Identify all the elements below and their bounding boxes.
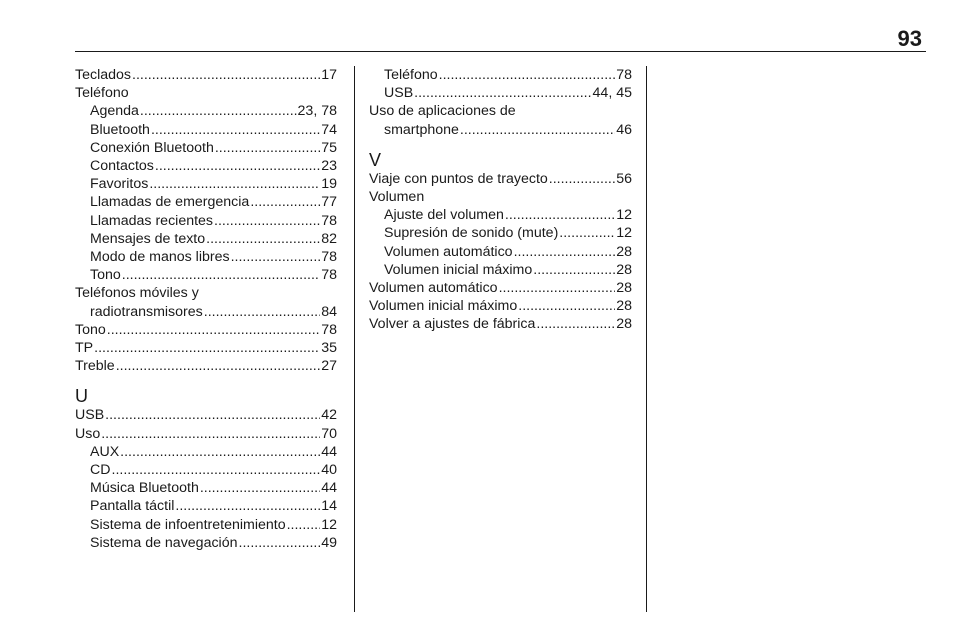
index-subentry (75, 175, 337, 193)
index-subentry (75, 497, 337, 515)
dot-leader (94, 339, 320, 357)
index-subentry (369, 206, 632, 224)
index-subentry (75, 534, 337, 552)
index-term: Volver a ajustes de fábrica (369, 316, 536, 333)
index-entry (75, 339, 337, 357)
index-pages: 12 (616, 207, 632, 224)
dot-leader (175, 497, 320, 515)
index-term: smartphone (384, 121, 459, 138)
index-pages: 46 (616, 121, 632, 138)
index-pages: 35 (321, 340, 337, 357)
index-pages: 82 (321, 230, 337, 247)
index-pages: 78 (321, 267, 337, 284)
dot-leader (101, 425, 320, 443)
index-term: USB (75, 407, 105, 424)
index-entry (75, 406, 337, 424)
dot-leader (120, 443, 320, 461)
index-term: Tono (90, 267, 121, 284)
index-pages: 23, 78 (297, 103, 337, 120)
index-pages: 27 (321, 358, 337, 375)
index-subentry (75, 303, 337, 321)
index-subentry (369, 243, 632, 261)
index-pages: 44 (321, 443, 337, 460)
index-heading: Teléfono (75, 85, 129, 102)
dot-leader (505, 206, 615, 224)
index-term: Ajuste del volumen (384, 207, 504, 224)
index-pages: 28 (616, 280, 632, 297)
index-heading: Teléfonos móviles y (75, 285, 199, 302)
dot-leader (149, 175, 320, 193)
index-pages: 12 (321, 516, 337, 533)
index-pages: 78 (321, 249, 337, 266)
index-term: Favoritos (90, 176, 149, 193)
index-term: Viaje con puntos de trayecto (369, 170, 548, 187)
index-entry (369, 315, 632, 333)
index-subentry (75, 443, 337, 461)
index-pages: 78 (616, 67, 632, 83)
index-pages: 75 (321, 139, 337, 156)
column-divider-right (646, 66, 647, 612)
index-term: Teclados (75, 67, 131, 83)
index-pages: 14 (321, 498, 337, 515)
index-pages: 28 (616, 261, 632, 278)
index-term: Agenda (90, 103, 139, 120)
index-entry (75, 66, 337, 84)
dot-leader (151, 121, 320, 139)
index-heading: Uso de aplicaciones de (369, 103, 516, 120)
index-subentry (75, 230, 337, 248)
index-pages: 19 (321, 176, 337, 193)
dot-leader (250, 193, 320, 211)
dot-leader (414, 84, 591, 102)
index-subentry (75, 479, 337, 497)
section-letter-v: V (369, 149, 382, 170)
index-subentry (75, 212, 337, 230)
dot-leader (200, 479, 320, 497)
index-pages: 74 (321, 121, 337, 138)
dot-leader (559, 224, 615, 242)
index-term: Teléfono (384, 67, 438, 83)
index-term: TP (75, 340, 94, 357)
dot-leader (116, 357, 321, 375)
column-divider-left (354, 66, 355, 612)
index-term: Bluetooth (90, 121, 150, 138)
index-term: Pantalla táctil (90, 498, 175, 515)
index-pages: 42 (321, 407, 337, 424)
index-pages: 77 (321, 194, 337, 211)
dot-leader (239, 534, 321, 552)
index-term: Volumen automático (384, 243, 513, 260)
dot-leader (107, 321, 320, 339)
dot-leader (460, 121, 615, 139)
index-pages: 78 (321, 212, 337, 229)
index-entry (75, 425, 337, 443)
index-pages: 49 (321, 534, 337, 551)
index-subentry (75, 461, 337, 479)
index-subentry (75, 193, 337, 211)
index-column-2 (369, 66, 632, 334)
index-pages: 44, 45 (592, 85, 632, 102)
index-entry (369, 279, 632, 297)
index-term: AUX (90, 443, 120, 460)
dot-leader (499, 279, 616, 297)
index-heading: Volumen (369, 189, 425, 206)
dot-leader (536, 315, 615, 333)
index-subentry (369, 66, 632, 84)
index-pages: 28 (616, 298, 632, 315)
index-entry (369, 170, 632, 188)
index-subentry (75, 157, 337, 175)
index-pages: 78 (321, 321, 337, 338)
index-subentry (75, 516, 337, 534)
index-term: CD (90, 462, 111, 479)
index-term: Sistema de infoentretenimiento (90, 516, 286, 533)
index-term: Conexión Bluetooth (90, 139, 214, 156)
index-term: USB (384, 85, 414, 102)
index-entry (369, 297, 632, 315)
dot-leader (204, 303, 320, 321)
dot-leader (549, 170, 615, 188)
index-term: Contactos (90, 158, 154, 175)
dot-leader (132, 66, 320, 84)
dot-leader (122, 266, 320, 284)
page-number: 93 (897, 26, 922, 51)
index-pages: 17 (321, 67, 337, 83)
index-term: Supresión de sonido (mute) (384, 225, 559, 242)
dot-leader (231, 248, 321, 266)
dot-leader (140, 102, 297, 120)
index-pages: 23 (321, 158, 337, 175)
index-entry (75, 321, 337, 339)
index-pages: 28 (616, 243, 632, 260)
index-pages: 56 (616, 170, 632, 187)
index-term: Volumen inicial máximo (384, 261, 533, 278)
index-subentry (369, 84, 632, 102)
index-column-1 (75, 66, 337, 552)
index-pages: 84 (321, 303, 337, 320)
index-pages: 12 (616, 225, 632, 242)
index-term: Uso (75, 425, 101, 442)
dot-leader (439, 66, 616, 84)
index-term: Modo de manos libres (90, 249, 230, 266)
index-subentry (369, 224, 632, 242)
index-subentry (75, 102, 337, 120)
index-term: Tono (75, 321, 106, 338)
index-term: Volumen automático (369, 280, 498, 297)
index-term: Música Bluetooth (90, 480, 199, 497)
index-term: Volumen inicial máximo (369, 298, 518, 315)
dot-leader (514, 243, 616, 261)
index-term: Sistema de navegación (90, 534, 238, 551)
dot-leader (518, 297, 615, 315)
dot-leader (215, 139, 320, 157)
index-subentry (369, 261, 632, 279)
dot-leader (155, 157, 320, 175)
section-letter-u: U (75, 386, 88, 407)
dot-leader (206, 230, 320, 248)
index-term: Llamadas recientes (90, 212, 214, 229)
index-subentry (75, 248, 337, 266)
index-subentry (75, 139, 337, 157)
index-term: Treble (75, 358, 115, 375)
index-subentry (369, 121, 632, 139)
index-term: radiotransmisores (90, 303, 203, 320)
dot-leader (105, 406, 320, 424)
dot-leader (533, 261, 615, 279)
index-pages: 70 (321, 425, 337, 442)
header-rule (75, 51, 926, 52)
dot-leader (287, 516, 321, 534)
dot-leader (112, 461, 321, 479)
dot-leader (214, 212, 320, 230)
index-subentry (75, 266, 337, 284)
index-pages: 40 (321, 462, 337, 479)
index-term: Mensajes de texto (90, 230, 206, 247)
index-entry (75, 357, 337, 375)
index-pages: 44 (321, 480, 337, 497)
index-pages: 28 (616, 316, 632, 333)
index-subentry (75, 121, 337, 139)
index-term: Llamadas de emergencia (90, 194, 250, 211)
